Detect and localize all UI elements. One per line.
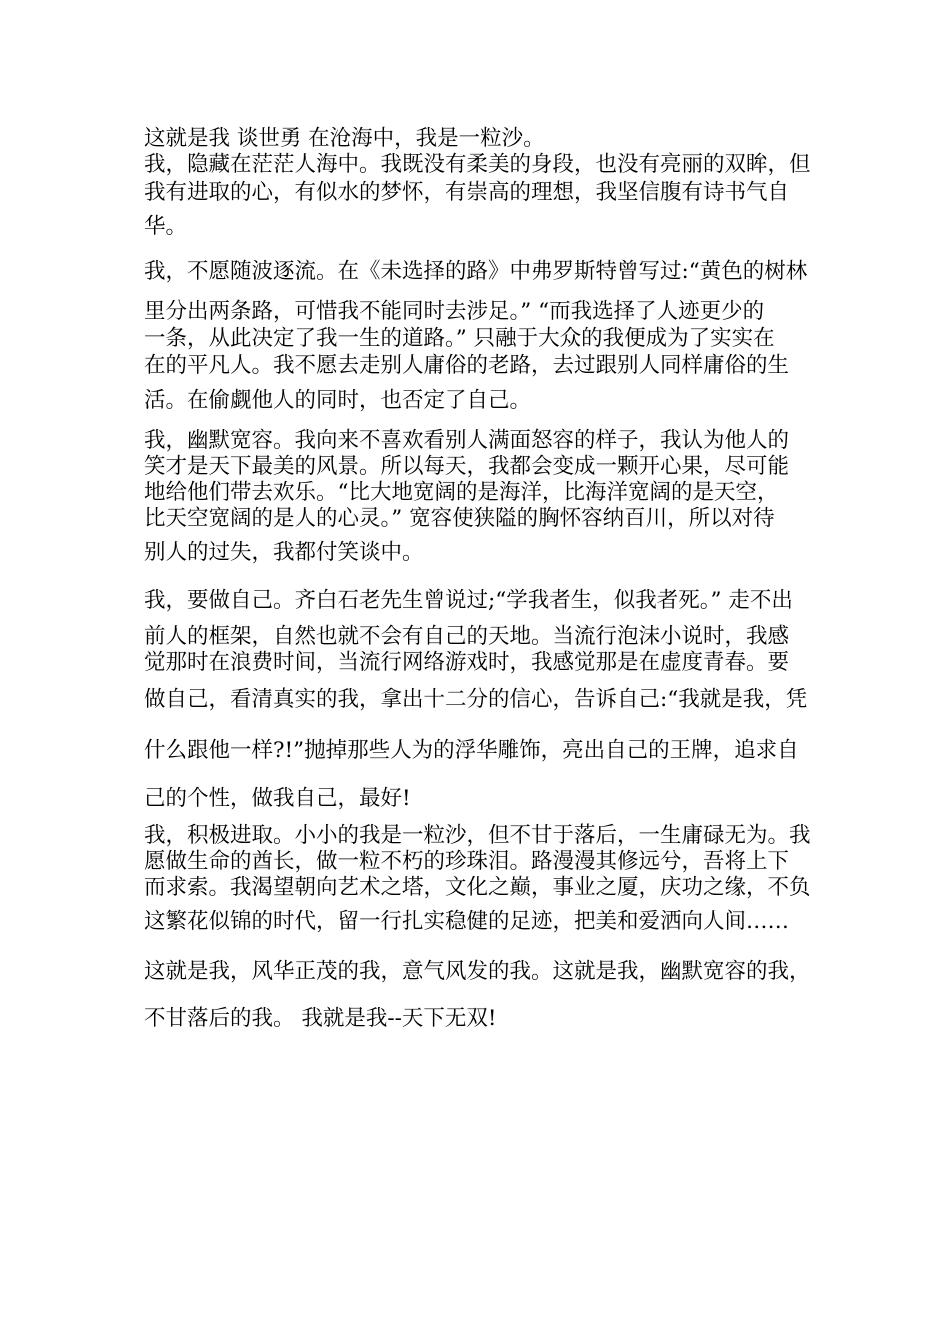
text-line: 不甘落后的我。 我就是我--天下无双! xyxy=(144,1006,497,1031)
text-line: 笑才是天下最美的风景。所以每天，我都会变成一颗开心果，尽可能 xyxy=(144,454,790,479)
text-line: 别人的过失，我都付笑谈中。 xyxy=(144,540,424,565)
text-line: 前人的框架，自然也就不会有自己的天地。当流行泡沫小说时，我感 xyxy=(144,624,790,649)
text-line: 己的个性，做我自己，最好! xyxy=(144,786,411,811)
text-line: 里分出两条路，可惜我不能同时去涉足。” “而我选择了人迹更少的 xyxy=(144,299,765,324)
text-line: 这就是我，风华正茂的我，意气风发的我。这就是我，幽默宽容的我， xyxy=(144,959,811,984)
text-line: 而求索。我渴望朝向艺术之塔，文化之巅，事业之厦，庆功之缘，不负 xyxy=(144,875,811,900)
text-line: 做自己，看清真实的我，拿出十二分的信心，告诉自己:“我就是我，凭 xyxy=(144,687,808,712)
text-line: 华。 xyxy=(144,214,188,239)
text-line: 这就是我 谈世勇 在沧海中，我是一粒沙。 xyxy=(144,126,545,151)
text-line: 觉那时在浪费时间，当流行网络游戏时，我感觉那是在虚度青春。要 xyxy=(144,650,790,675)
text-line: 我，幽默宽容。我向来不喜欢看别人满面怒容的样子，我认为他人的 xyxy=(144,428,790,453)
text-line: 活。在偷觑他人的同时，也否定了自己。 xyxy=(144,388,532,413)
text-line: 我，要做自己。齐白石老先生曾说过;“学我者生，似我者死。” 走不出 xyxy=(144,588,793,613)
text-line: 在的平凡人。我不愿去走别人庸俗的老路，去过跟别人同样庸俗的生 xyxy=(144,353,790,378)
text-line: 我，隐藏在茫茫人海中。我既没有柔美的身段，也没有亮丽的双眸，但 xyxy=(144,152,811,177)
text-line: 地给他们带去欢乐。“比大地宽阔的是海洋，比海洋宽阔的是天空， xyxy=(144,480,779,505)
text-line: 我，积极进取。小小的我是一粒沙，但不甘于落后，一生庸碌无为。我 xyxy=(144,823,811,848)
text-line: 比天空宽阔的是人的心灵。” 宽容使狭隘的胸怀容纳百川，所以对待 xyxy=(144,506,775,531)
text-line: 我有进取的心，有似水的梦怀，有崇高的理想，我坚信腹有诗书气自 xyxy=(144,180,790,205)
text-line: 什么跟他一样?!”抛掉那些人为的浮华雕饰，亮出自己的王牌，追求自 xyxy=(144,738,799,763)
text-line: 这繁花似锦的时代，留一行扎实稳健的足迹，把美和爱洒向人间…… xyxy=(144,909,790,934)
text-line: 我，不愿随波逐流。在《未选择的路》中弗罗斯特曾写过:“黄色的树林 xyxy=(144,259,808,284)
text-line: 愿做生命的酋长，做一粒不朽的珍珠泪。路漫漫其修远兮，吾将上下 xyxy=(144,849,790,874)
text-line: 一条，从此决定了我一生的道路。” 只融于大众的我便成为了实实在 xyxy=(144,326,775,351)
